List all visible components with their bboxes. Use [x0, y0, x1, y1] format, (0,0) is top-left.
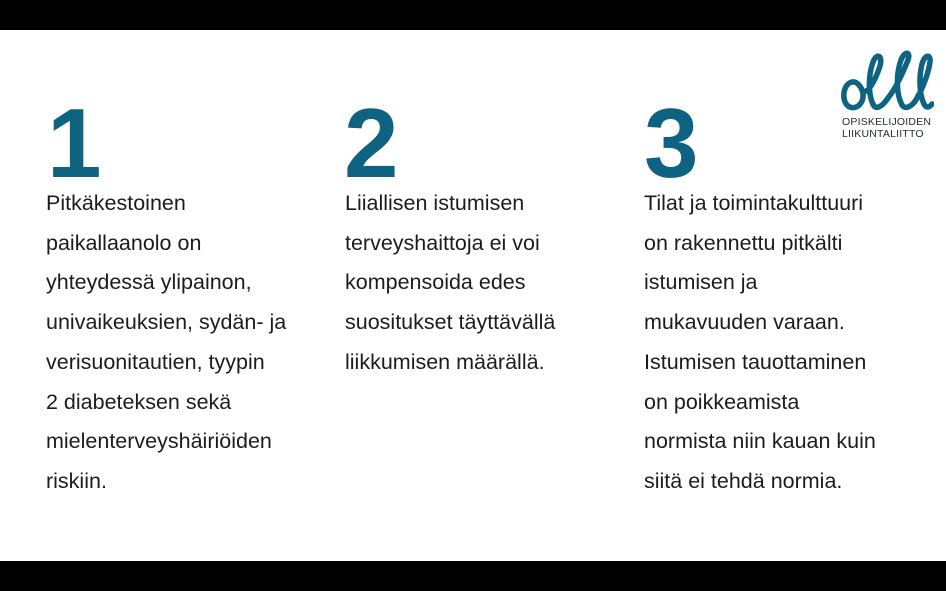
text-line: Istumisen tauottaminen	[644, 349, 867, 374]
text-line: verisuonitautien, tyypin	[46, 349, 265, 374]
text-line: univaikeuksien, sydän- ja	[46, 310, 287, 335]
text-line: mielenterveyshäiriöiden	[46, 429, 272, 454]
text-line: on rakennettu pitkälti	[644, 230, 843, 255]
text-line: suositukset täyttävällä	[345, 310, 556, 335]
point-text-3	[644, 184, 876, 502]
point-number-1: 1	[47, 88, 101, 198]
letterbox-top	[0, 0, 946, 30]
point-number-2: 2	[344, 88, 398, 198]
logo-wordmark	[842, 116, 931, 140]
text-line: normista niin kauan kuin	[644, 429, 876, 454]
point-text-1	[46, 184, 286, 502]
text-line: riskiin.	[46, 468, 107, 493]
text-line: Pitkäkestoinen	[46, 191, 186, 215]
text-line: on poikkeamista	[644, 389, 800, 414]
text-line: 2 diabeteksen sekä	[46, 389, 232, 414]
point-text-2	[345, 184, 555, 383]
text-line: yhteydessä ylipainon,	[46, 270, 252, 295]
logo-line-1: OPISKELIJOIDEN	[842, 116, 932, 128]
text-line: terveyshaittoja ei voi	[345, 230, 540, 255]
text-line: Tilat ja toimintakulttuuri	[644, 191, 864, 215]
text-line: kompensoida edes	[345, 270, 526, 295]
text-line: siitä ei tehdä normia.	[644, 468, 843, 493]
text-line: paikallaanolo on	[46, 230, 202, 255]
logo-line-2: LIIKUNTALIITTO	[842, 128, 924, 140]
slide	[0, 30, 946, 561]
text-line: liikkumisen määrällä.	[345, 349, 545, 374]
text-line: istumisen ja	[644, 270, 758, 295]
letterbox-bottom	[0, 561, 946, 591]
text-line: Liiallisen istumisen	[345, 191, 525, 215]
text-line: mukavuuden varaan.	[644, 310, 845, 335]
point-number-3: 3	[644, 88, 698, 198]
